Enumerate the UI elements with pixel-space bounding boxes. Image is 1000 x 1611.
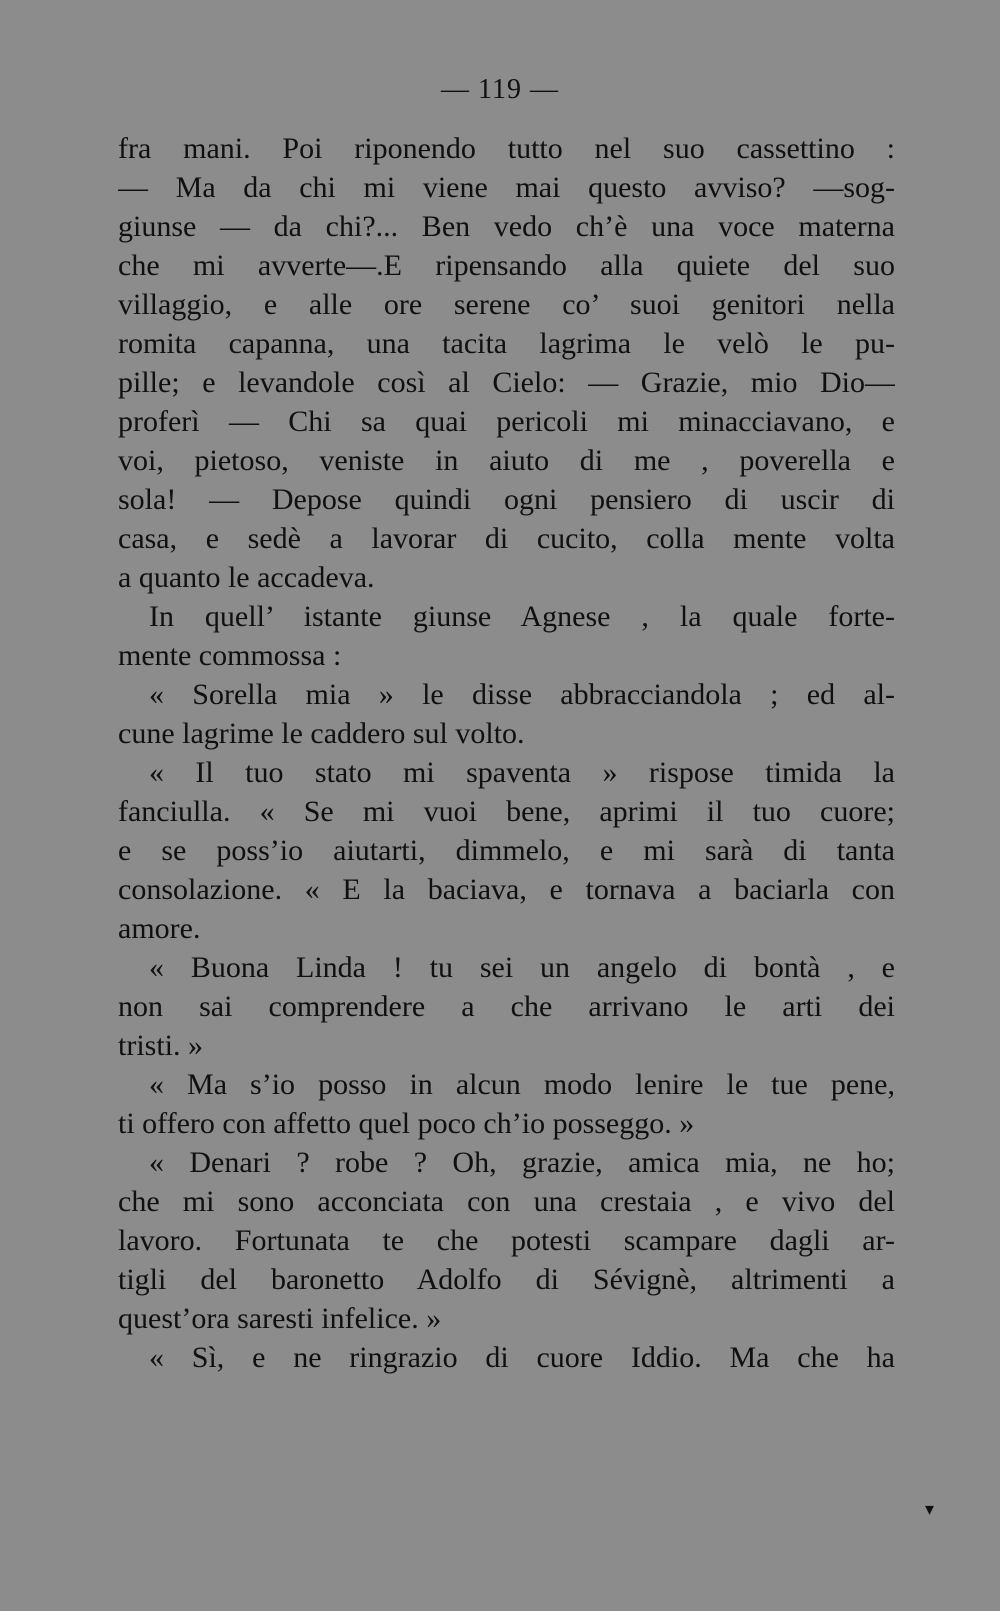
text-line: tristi. » <box>118 1029 204 1062</box>
text-line: amore. <box>118 912 201 945</box>
text-line: pille; e levandole così al Cielo: — Grazie, mio Dio— <box>118 366 895 399</box>
text-line: « Ma s’io posso in alcun modo lenire le tue pene, <box>149 1068 895 1101</box>
text-line: a quanto le accadeva. <box>118 561 375 594</box>
text-line: giunse — da chi?... Ben vedo ch’è una voce materna <box>118 210 895 243</box>
text-line: quest’ora saresti infelice. » <box>118 1302 442 1335</box>
text-line: lavoro. Fortunata te che potesti scampare dagli ar- <box>118 1224 895 1257</box>
text-line: fra mani. Poi riponendo tutto nel suo cassettino : <box>118 132 895 165</box>
text-line: cune lagrime le caddero sul volto. <box>118 717 525 750</box>
text-line: mente commossa : <box>118 639 342 672</box>
text-line: In quell’ istante giunse Agnese , la quale forte- <box>149 600 895 633</box>
text-line: « Denari ? robe ? Oh, grazie, amica mia, ne ho; <box>149 1146 895 1179</box>
text-line: « Sì, e ne ringrazio di cuore Iddio. Ma che ha <box>149 1341 895 1374</box>
text-line: che mi sono acconciata con una crestaia , e vivo del <box>118 1185 895 1218</box>
text-line: e se poss’io aiutarti, dimmelo, e mi sarà di tanta <box>118 834 895 867</box>
text-line: tigli del baronetto Adolfo di Sévignè, altrimenti a <box>118 1263 895 1296</box>
text-line: ti offero con affetto quel poco ch’io posseggo. » <box>118 1107 695 1140</box>
body-text <box>118 129 895 1377</box>
text-line: « Buona Linda ! tu sei un angelo di bontà , e <box>149 951 895 984</box>
page-number: — 119 — <box>441 74 559 105</box>
text-line: — Ma da chi mi viene mai questo avviso? —sog- <box>118 171 895 204</box>
text-line: non sai comprendere a che arrivano le arti dei <box>118 990 895 1023</box>
text-line: « Il tuo stato mi spaventa » rispose timida la <box>149 756 895 789</box>
text-line: consolazione. « E la baciava, e tornava a baciarla con <box>118 873 895 906</box>
text-line: romita capanna, una tacita lagrima le velò le pu- <box>118 327 895 360</box>
text-line: che mi avverte—.E ripensando alla quiete del suo <box>118 249 895 282</box>
text-line: casa, e sedè a lavorar di cucito, colla mente volta <box>118 522 895 555</box>
text-line: fanciulla. « Se mi vuoi bene, aprimi il tuo cuore; <box>118 795 895 828</box>
text-line: proferì — Chi sa quai pericoli mi minacciavano, e <box>118 405 895 438</box>
text-line: « Sorella mia » le disse abbracciandola ; ed al- <box>149 678 895 711</box>
text-line: sola! — Depose quindi ogni pensiero di uscir di <box>118 483 895 516</box>
ink-speck: ▾ <box>925 1499 935 1519</box>
text-line: voi, pietoso, veniste in aiuto di me , poverella e <box>118 444 895 477</box>
text-line: villaggio, e alle ore serene co’ suoi genitori nella <box>118 288 895 321</box>
